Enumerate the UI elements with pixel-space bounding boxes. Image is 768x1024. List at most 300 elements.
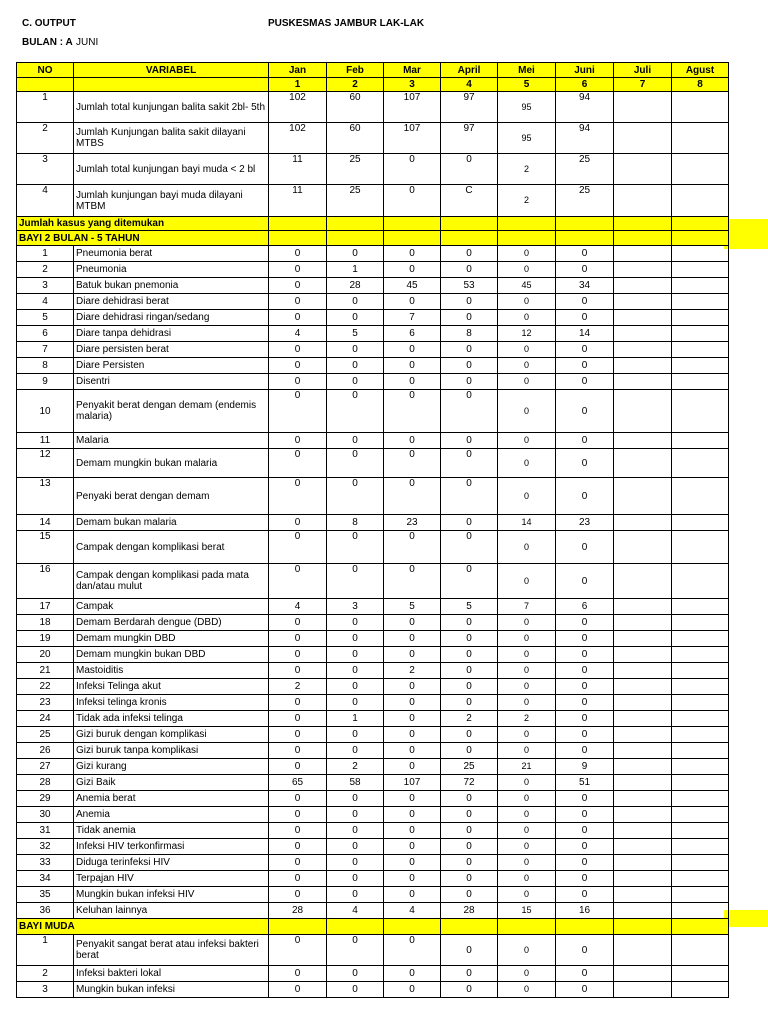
value-cell: 0 [384,679,441,695]
value-cell: 0 [384,647,441,663]
value-cell: 0 [441,342,498,358]
value-cell: 0 [327,807,384,823]
value-cell: 2 [498,185,556,217]
value-cell: 0 [441,727,498,743]
value-cell: 0 [556,531,614,564]
case-row [17,679,729,695]
value-cell: 0 [327,478,384,515]
row-label: Diare dehidrasi ringan/sedang [74,310,269,326]
section-blank [614,231,672,246]
value-cell: 2 [327,759,384,775]
row-number: 36 [17,903,74,919]
value-cell: 0 [498,679,556,695]
section-blank [269,231,327,246]
case-row [17,615,729,631]
value-cell: 0 [384,855,441,871]
value-cell [672,433,729,449]
visit-row [17,185,729,217]
value-cell: 0 [384,871,441,887]
value-cell: 0 [441,743,498,759]
value-cell [672,647,729,663]
value-cell: 0 [327,631,384,647]
header-month-number: 2 [327,78,384,92]
value-cell [614,374,672,390]
value-cell [614,515,672,531]
row-label: Pneumonia [74,262,269,278]
value-cell: 0 [556,679,614,695]
value-cell: 0 [556,631,614,647]
value-cell: 0 [269,631,327,647]
row-label: Demam mungkin bukan DBD [74,647,269,663]
value-cell: 0 [441,839,498,855]
case-row [17,647,729,663]
row-number: 11 [17,433,74,449]
row-label: Jumlah kunjungan bayi muda dilayani MTBM [74,185,269,217]
value-cell: 2 [498,154,556,185]
value-cell: 0 [498,390,556,433]
value-cell: 53 [441,278,498,294]
page-title: PUSKESMAS JAMBUR LAK-LAK [268,18,425,29]
value-cell: 102 [269,92,327,123]
value-cell [614,123,672,154]
value-cell: 0 [269,449,327,478]
value-cell: 0 [441,935,498,966]
row-label: Pneumonia berat [74,246,269,262]
section-blank [498,919,556,935]
value-cell: 0 [327,246,384,262]
value-cell [614,903,672,919]
value-cell: 0 [269,278,327,294]
value-cell: 0 [269,982,327,998]
value-cell: 0 [441,663,498,679]
value-cell [614,615,672,631]
value-cell: 0 [269,374,327,390]
row-label: Demam Berdarah dengue (DBD) [74,615,269,631]
row-label: Jumlah Kunjungan balita sakit dilayani MTBS [74,123,269,154]
value-cell [672,390,729,433]
value-cell: 0 [441,615,498,631]
value-cell: 94 [556,92,614,123]
header-month-number: 4 [441,78,498,92]
case-row [17,531,729,564]
value-cell: 0 [441,246,498,262]
value-cell [614,759,672,775]
value-cell: 102 [269,123,327,154]
row-number: 22 [17,679,74,695]
value-cell: 0 [441,679,498,695]
value-cell: 21 [498,759,556,775]
value-cell [672,807,729,823]
value-cell: 0 [498,449,556,478]
case-row [17,390,729,433]
value-cell: 0 [327,342,384,358]
value-cell: 0 [441,294,498,310]
value-cell: 4 [327,903,384,919]
value-cell [672,727,729,743]
value-cell: 0 [556,935,614,966]
value-cell: 0 [441,531,498,564]
value-cell [672,695,729,711]
row-number: 5 [17,310,74,326]
value-cell: 0 [327,679,384,695]
value-cell: 9 [556,759,614,775]
value-cell [614,310,672,326]
case-row [17,759,729,775]
value-cell [614,791,672,807]
value-cell [672,871,729,887]
value-cell: 0 [498,823,556,839]
case-row [17,374,729,390]
value-cell: 65 [269,775,327,791]
visit-row [17,92,729,123]
value-cell: 0 [327,982,384,998]
value-cell: 0 [556,246,614,262]
value-cell: 0 [269,478,327,515]
value-cell: 0 [327,564,384,599]
case-row [17,823,729,839]
value-cell: 0 [556,374,614,390]
header-no-blank [17,78,74,92]
value-cell: 0 [384,449,441,478]
section-blank [498,217,556,231]
value-cell: 11 [269,154,327,185]
value-cell [614,743,672,759]
value-cell: 0 [441,262,498,278]
value-cell [672,154,729,185]
value-cell: 0 [327,449,384,478]
row-label: Demam mungkin bukan malaria [74,449,269,478]
value-cell: 0 [384,294,441,310]
value-cell: 0 [269,564,327,599]
header-month: Mar [384,63,441,78]
row-number: 2 [17,262,74,278]
value-cell [672,246,729,262]
row-label: Demam mungkin DBD [74,631,269,647]
value-cell: 0 [269,855,327,871]
row-number: 10 [17,390,74,433]
value-cell [672,903,729,919]
row-label: Gizi buruk tanpa komplikasi [74,743,269,759]
value-cell: 0 [498,647,556,663]
case-row [17,326,729,342]
value-cell: 6 [384,326,441,342]
value-cell: 0 [441,966,498,982]
value-cell [614,278,672,294]
value-cell: 0 [384,154,441,185]
value-cell: 2 [498,711,556,727]
value-cell [614,631,672,647]
value-cell [614,294,672,310]
value-cell: 107 [384,775,441,791]
case-row [17,711,729,727]
value-cell: 0 [556,966,614,982]
section-infant-label: BAYI 2 BULAN - 5 TAHUN [17,231,269,246]
row-number: 25 [17,727,74,743]
value-cell: 0 [269,390,327,433]
row-number: 3 [17,154,74,185]
value-cell: 0 [384,887,441,903]
row-label: Mungkin bukan infeksi HIV [74,887,269,903]
header-month-number: 5 [498,78,556,92]
value-cell: 0 [556,262,614,278]
value-cell: 28 [327,278,384,294]
section-found [17,217,729,231]
section-blank [384,231,441,246]
value-cell: 3 [327,599,384,615]
row-number: 18 [17,615,74,631]
value-cell [672,615,729,631]
value-cell: 0 [269,823,327,839]
value-cell [614,966,672,982]
value-cell [672,711,729,727]
value-cell: 60 [327,92,384,123]
value-cell [672,743,729,759]
value-cell: 0 [498,374,556,390]
value-cell: 0 [441,390,498,433]
row-label: Infeksi telinga kronis [74,695,269,711]
row-number: 2 [17,123,74,154]
value-cell: 0 [327,310,384,326]
section-blank [441,217,498,231]
row-label: Diare Persisten [74,358,269,374]
value-cell: 0 [498,615,556,631]
section-blank [556,231,614,246]
value-cell: 25 [327,154,384,185]
value-cell: 0 [498,564,556,599]
value-cell: 0 [441,515,498,531]
value-cell: 0 [327,358,384,374]
value-cell: 16 [556,903,614,919]
value-cell: 7 [498,599,556,615]
value-cell: 0 [269,695,327,711]
row-number: 9 [17,374,74,390]
value-cell: 0 [556,887,614,903]
row-label: Diare dehidrasi berat [74,294,269,310]
row-label: Infeksi bakteri lokal [74,966,269,982]
young-infant-row [17,966,729,982]
value-cell [672,663,729,679]
value-cell [672,679,729,695]
value-cell: 0 [556,433,614,449]
row-number: 33 [17,855,74,871]
value-cell: 0 [441,374,498,390]
header-row-months [17,63,729,78]
value-cell [672,531,729,564]
value-cell: 0 [269,358,327,374]
case-row [17,871,729,887]
row-label: Gizi Baik [74,775,269,791]
row-number: 3 [17,982,74,998]
value-cell [672,515,729,531]
value-cell: 0 [556,791,614,807]
row-label: Diduga terinfeksi HIV [74,855,269,871]
value-cell: 0 [556,807,614,823]
value-cell: C [441,185,498,217]
value-cell: 0 [441,564,498,599]
value-cell: 0 [327,294,384,310]
case-row [17,663,729,679]
value-cell: 0 [269,711,327,727]
value-cell: 0 [384,631,441,647]
value-cell: 5 [441,599,498,615]
value-cell: 0 [384,185,441,217]
value-cell: 0 [269,342,327,358]
value-cell: 0 [384,823,441,839]
case-row [17,599,729,615]
value-cell: 0 [441,823,498,839]
row-number: 34 [17,871,74,887]
section-blank [327,217,384,231]
value-cell [672,326,729,342]
value-cell: 25 [441,759,498,775]
value-cell [614,154,672,185]
value-cell [614,92,672,123]
row-label: Penyakit sangat berat atau infeksi bakteri berat [74,935,269,966]
value-cell: 0 [441,449,498,478]
section-label: C. OUTPUT [22,18,76,29]
row-label: Demam bukan malaria [74,515,269,531]
value-cell: 95 [498,92,556,123]
value-cell: 0 [269,647,327,663]
header-month-number: 3 [384,78,441,92]
value-cell: 0 [327,823,384,839]
value-cell [672,278,729,294]
row-label: Gizi kurang [74,759,269,775]
value-cell: 0 [327,433,384,449]
row-number: 26 [17,743,74,759]
header-variabel: VARIABEL [74,63,269,78]
value-cell: 0 [384,615,441,631]
value-cell: 0 [498,531,556,564]
value-cell: 72 [441,775,498,791]
value-cell: 0 [498,855,556,871]
value-cell [672,631,729,647]
row-number: 20 [17,647,74,663]
value-cell: 94 [556,123,614,154]
row-number: 1 [17,246,74,262]
young-infant-band-right [724,910,768,927]
value-cell: 0 [384,342,441,358]
value-cell: 28 [269,903,327,919]
value-cell: 0 [556,449,614,478]
value-cell: 0 [556,871,614,887]
value-cell: 15 [498,903,556,919]
value-cell: 7 [384,310,441,326]
row-label: Penyaki berat dengan demam [74,478,269,515]
value-cell: 0 [269,887,327,903]
value-cell: 0 [327,855,384,871]
value-cell: 0 [498,433,556,449]
case-row [17,695,729,711]
value-cell [672,478,729,515]
value-cell: 0 [384,935,441,966]
row-number: 16 [17,564,74,599]
value-cell [672,823,729,839]
row-label: Diare tanpa dehidrasi [74,326,269,342]
value-cell: 1 [327,711,384,727]
section-blank [672,217,729,231]
value-cell: 0 [556,743,614,759]
row-label: Keluhan lainnya [74,903,269,919]
month-label: BULAN : A [22,37,73,48]
row-number: 7 [17,342,74,358]
section-blank [441,919,498,935]
section-blank [614,919,672,935]
value-cell: 0 [498,743,556,759]
case-row [17,727,729,743]
row-label: Jumlah total kunjungan balita sakit 2bl- 5th [74,92,269,123]
value-cell [672,310,729,326]
value-cell: 14 [498,515,556,531]
value-cell [672,123,729,154]
value-cell: 0 [498,695,556,711]
section-blank [672,919,729,935]
value-cell: 0 [269,310,327,326]
value-cell [614,695,672,711]
value-cell: 0 [441,154,498,185]
section-blank [269,919,327,935]
header-row-numbers [17,78,729,92]
value-cell: 0 [498,631,556,647]
value-cell [614,599,672,615]
case-row [17,564,729,599]
value-cell [614,855,672,871]
value-cell: 0 [384,743,441,759]
value-cell: 0 [269,839,327,855]
case-row [17,807,729,823]
case-row [17,449,729,478]
case-row [17,743,729,759]
value-cell: 0 [556,342,614,358]
value-cell: 0 [384,791,441,807]
value-cell: 25 [556,154,614,185]
case-row [17,342,729,358]
value-cell: 0 [498,358,556,374]
value-cell: 0 [441,358,498,374]
row-label: Campak dengan komplikasi berat [74,531,269,564]
value-cell [614,775,672,791]
case-row [17,358,729,374]
value-cell: 25 [556,185,614,217]
value-cell: 0 [384,433,441,449]
header-month: Agust [672,63,729,78]
value-cell: 0 [556,564,614,599]
value-cell: 0 [498,887,556,903]
case-row [17,887,729,903]
value-cell: 0 [269,262,327,278]
value-cell: 0 [498,935,556,966]
value-cell: 0 [384,759,441,775]
value-cell [672,358,729,374]
row-label: Campak dengan komplikasi pada mata dan/atau mulut [74,564,269,599]
value-cell: 0 [441,631,498,647]
value-cell: 0 [269,246,327,262]
value-cell: 0 [556,310,614,326]
section-blank [269,217,327,231]
value-cell: 2 [384,663,441,679]
value-cell: 0 [384,982,441,998]
value-cell: 23 [556,515,614,531]
value-cell [672,759,729,775]
row-label: Tidak anemia [74,823,269,839]
value-cell: 0 [269,807,327,823]
value-cell: 0 [269,743,327,759]
value-cell: 58 [327,775,384,791]
value-cell [614,871,672,887]
value-cell [614,358,672,374]
value-cell: 0 [498,982,556,998]
value-cell: 0 [327,531,384,564]
